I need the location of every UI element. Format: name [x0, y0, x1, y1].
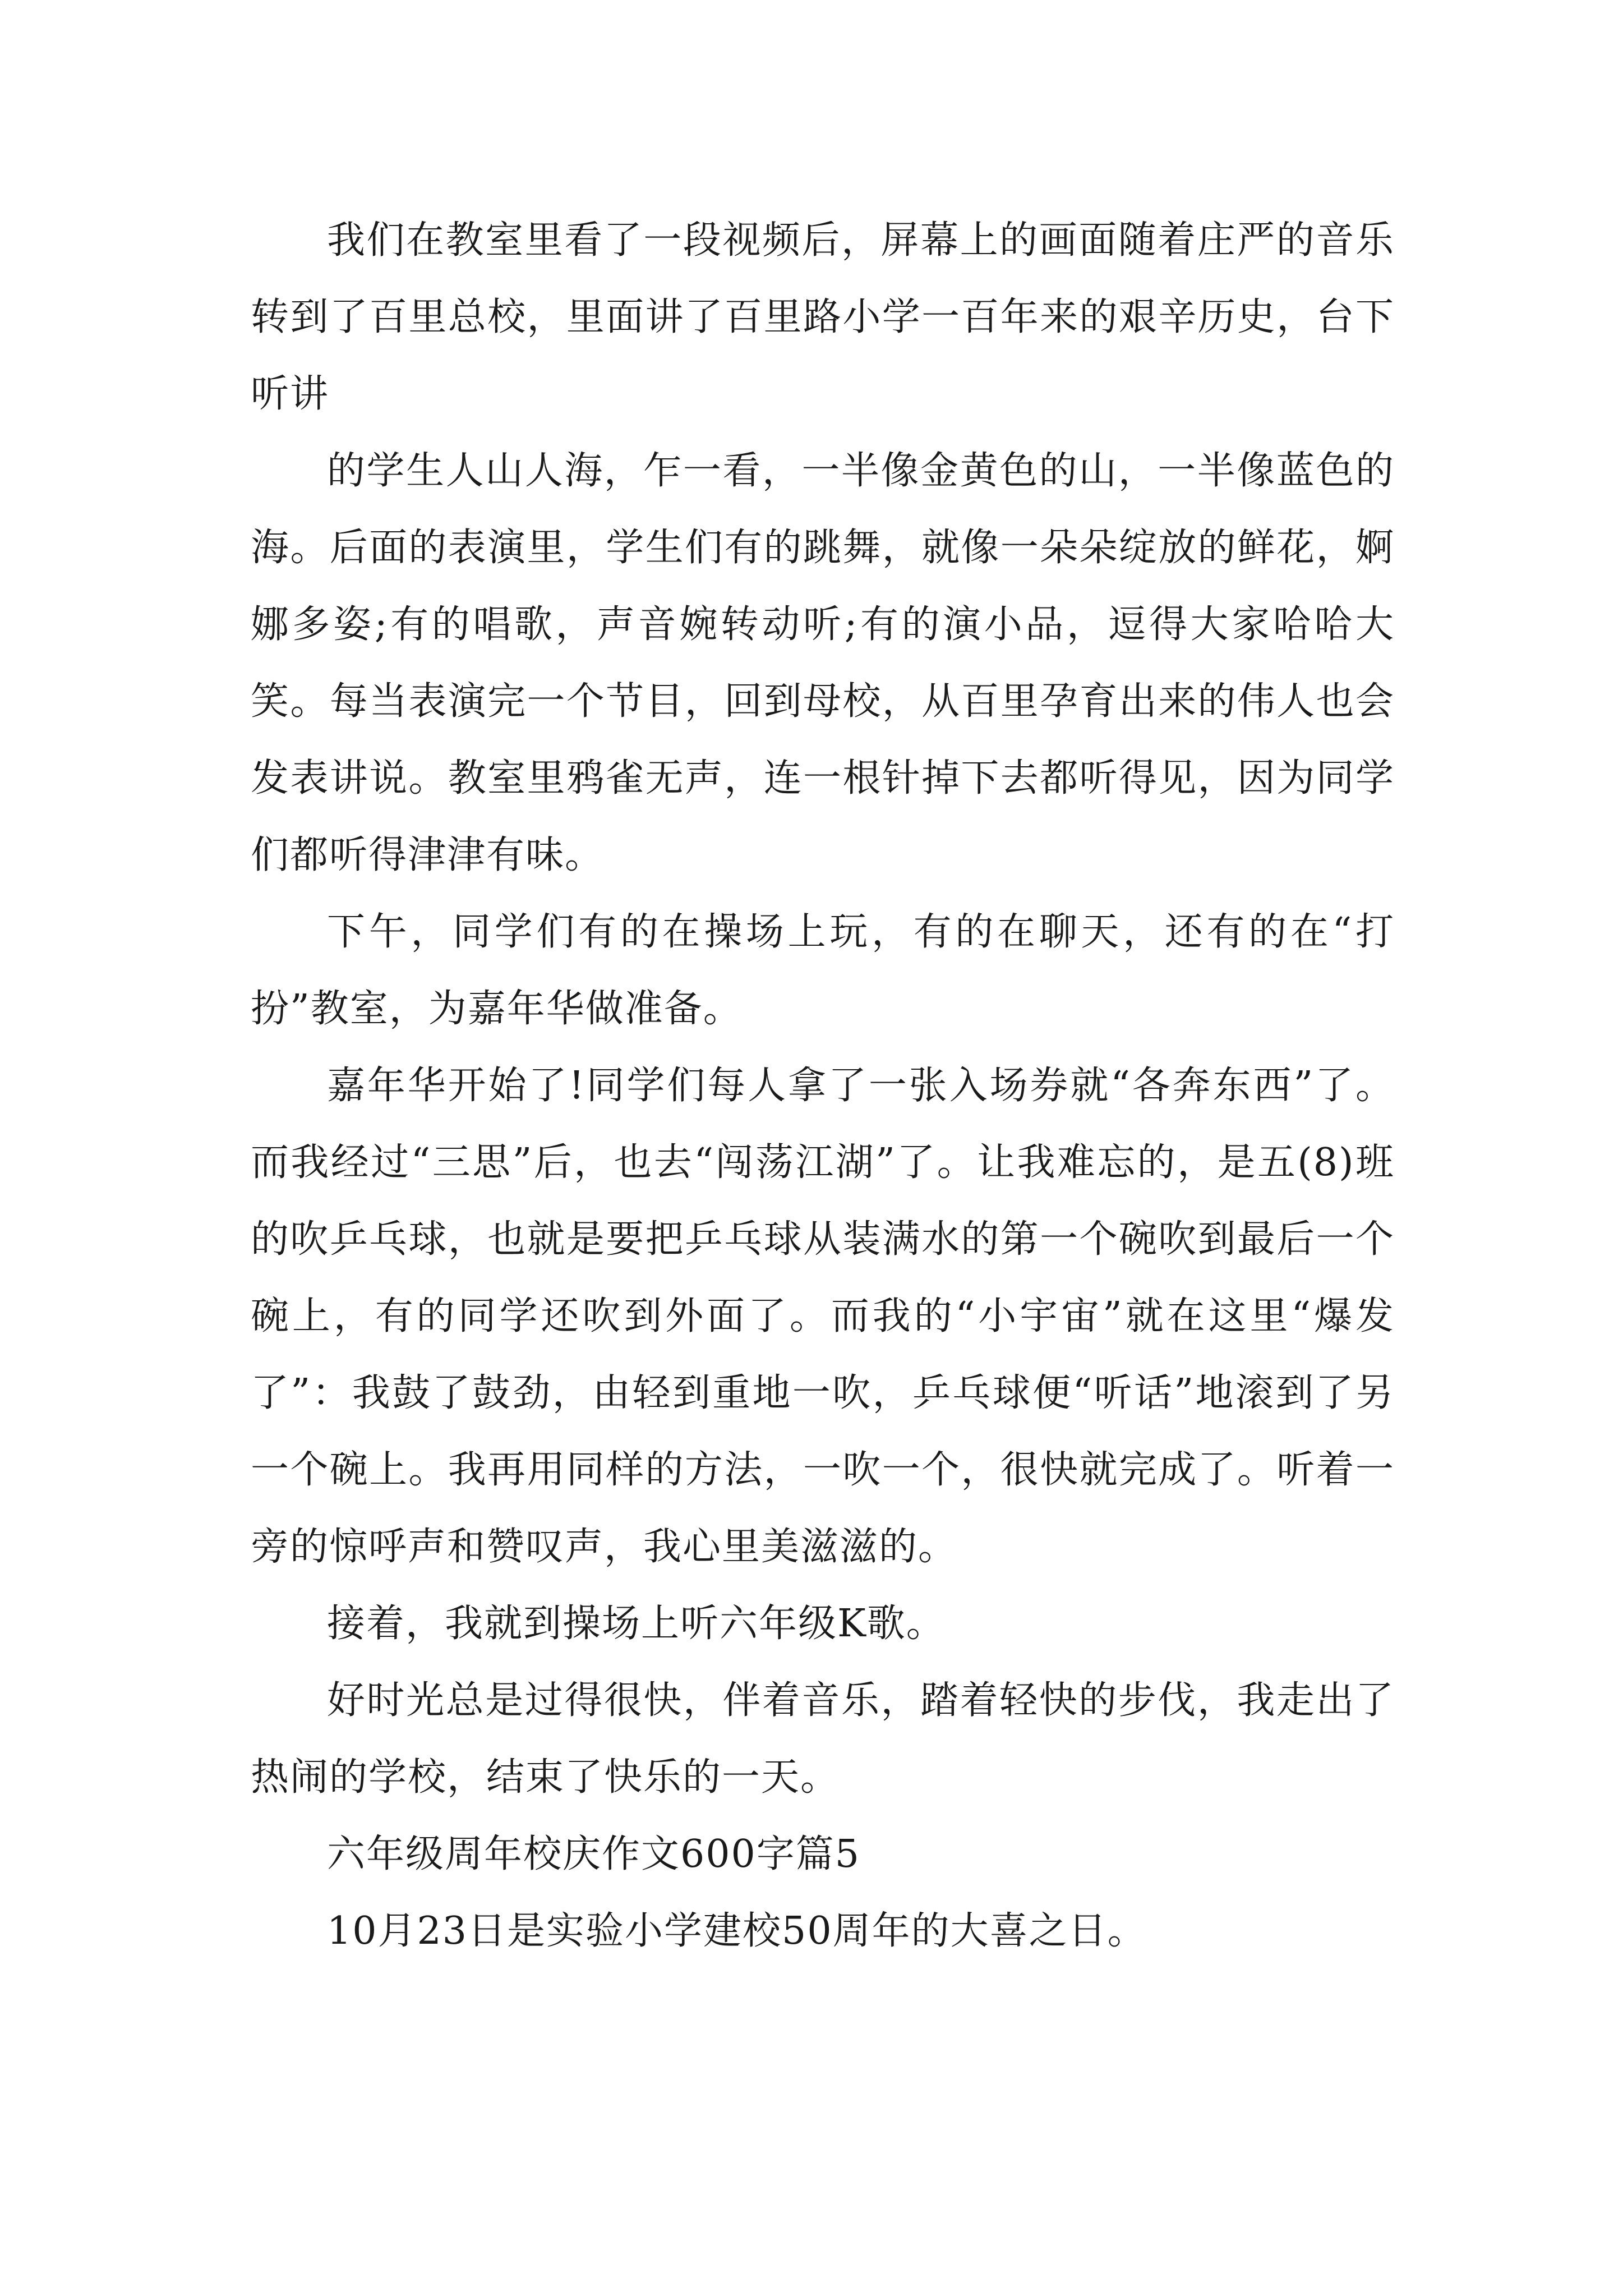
paragraph-1: 我们在教室里看了一段视频后，屏幕上的画面随着庄严的音乐转到了百里总校，里面讲了百里路小学一百年来的艰辛历史，台下听讲	[251, 218, 1395, 416]
document-body	[251, 202, 1395, 1970]
paragraph-5: 接着，我就到操场上听六年级K歌。	[327, 1602, 946, 1646]
paragraph-7: 10月23日是实验小学建校50周年的大喜之日。	[327, 1909, 1147, 1953]
paragraph-2: 的学生人山人海，乍一看，一半像金黄色的山，一半像蓝色的海。后面的表演里，学生们有的跳舞，就像一朵朵绽放的鲜花，婀娜多姿;有的唱歌，声音婉转动听;有的演小品，逗得大家哈哈大笑。每当表演完一个节目，回到母校，从百里孕育出来的伟人也会发表讲说。教室里鸦雀无声，连一根针掉下去都听得见，因为同学们都听得津津有味。	[251, 449, 1395, 877]
section-heading: 六年级周年校庆作文600字篇5	[327, 1832, 861, 1876]
paragraph-4: 嘉年华开始了!同学们每人拿了一张入场券就“各奔东西”了。而我经过“三思”后，也去“闯荡江湖”了。让我难忘的，是五(8)班的吹乒乓球，也就是要把乒乓球从装满水的第一个碗吹到最后一个碗上，有的同学还吹到外面了。而我的“小宇宙”就在这里“爆发了”：我鼓了鼓劲，由轻到重地一吹，乒乓球便“听话”地滚到了另一个碗上。我再用同样的方法，一吹一个，很快就完成了。听着一旁的惊呼声和赞叹声，我心里美滋滋的。	[251, 1064, 1395, 1569]
paragraph-6: 好时光总是过得很快，伴着音乐，踏着轻快的步伐，我走出了热闹的学校，结束了快乐的一天。	[251, 1678, 1395, 1800]
paragraph-3: 下午，同学们有的在操场上玩，有的在聊天，还有的在“打扮”教室，为嘉年华做准备。	[251, 910, 1395, 1031]
